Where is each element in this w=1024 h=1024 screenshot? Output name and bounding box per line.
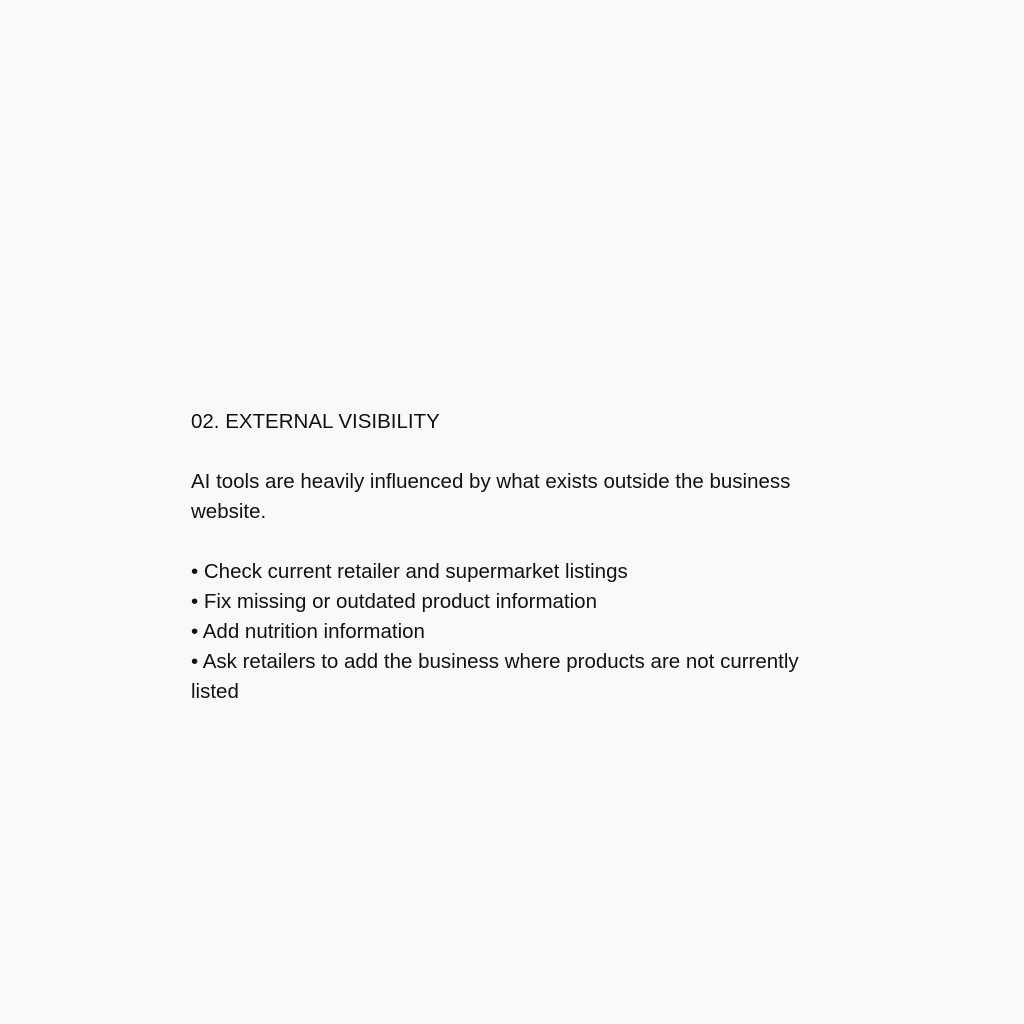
section-intro: AI tools are heavily influenced by what exists outside the business website.: [191, 470, 791, 523]
section-heading: 02. EXTERNAL VISIBILITY: [191, 410, 440, 433]
section-content: [191, 407, 851, 707]
action-list: [191, 557, 851, 707]
list-item: • Ask retailers to add the business where products are not currently listed: [191, 650, 799, 703]
list-item: • Fix missing or outdated product information: [191, 590, 597, 613]
list-item: • Check current retailer and supermarket listings: [191, 560, 628, 583]
list-item: • Add nutrition information: [191, 620, 425, 643]
